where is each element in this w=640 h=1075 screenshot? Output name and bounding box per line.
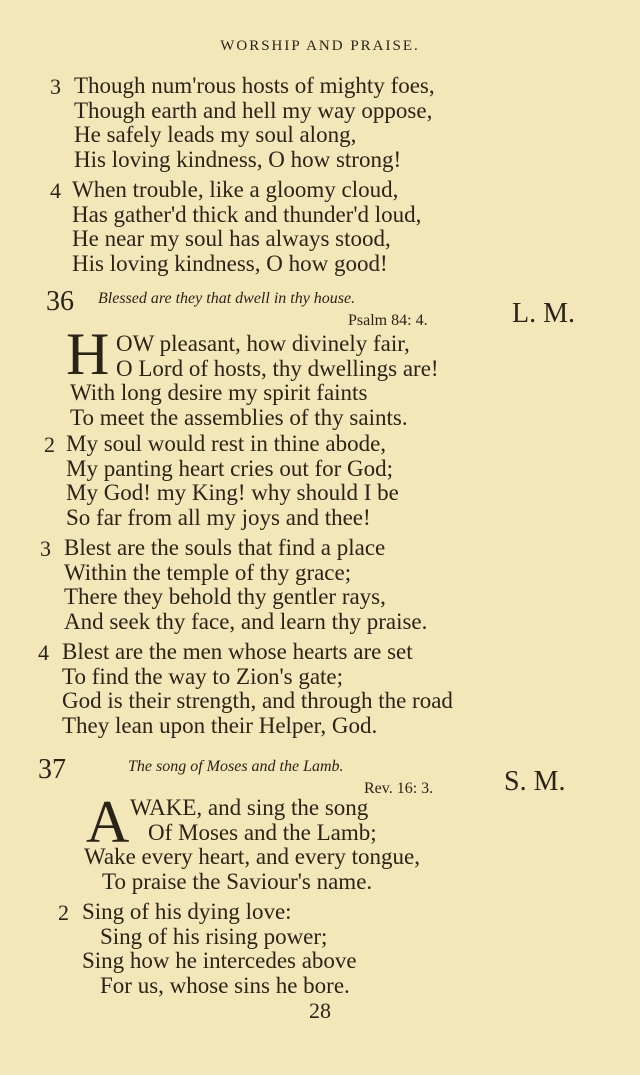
page-number: 28 [309, 998, 331, 1023]
stanza [130, 796, 377, 845]
verse-line: So far from all my joys and thee! [66, 504, 371, 530]
stanza-number: 4 [50, 178, 61, 203]
stanza-number: 2 [58, 900, 69, 925]
stanza [84, 845, 420, 894]
stanza-number: 4 [38, 640, 49, 665]
stanza [62, 640, 453, 738]
verse-line: He safely leads my soul along, [74, 122, 357, 147]
stanza [72, 178, 421, 276]
verse-line: To praise the Saviour's name. [102, 868, 373, 894]
verse-line: Sing of his dying love: [82, 899, 292, 924]
verse-line: His loving kindness, O how strong! [74, 146, 402, 172]
verse-line: Sing of his rising power; [100, 923, 328, 949]
hymn-title: Blessed are they that dwell in thy house. [98, 290, 356, 307]
verse-line: With long desire my spirit faints [70, 380, 368, 405]
verse-line: When trouble, like a gloomy cloud, [72, 177, 399, 202]
stanza-number: 2 [44, 432, 55, 457]
verse-line: He near my soul has always stood, [72, 226, 391, 251]
verse-line: OW pleasant, how divinely fair, [116, 331, 410, 356]
verse-line: There they behold thy gentler rays, [64, 584, 386, 609]
meter: S. M. [504, 766, 566, 797]
verse-line: Sing how he intercedes above [82, 948, 357, 973]
verse-line: WAKE, and sing the song [130, 795, 369, 820]
verse-line: Wake every heart, and every tongue, [84, 844, 420, 869]
stanza [66, 432, 399, 530]
scripture-reference: Psalm 84: 4. [348, 312, 428, 329]
verse-line: For us, whose sins he bore. [100, 972, 350, 998]
verse-line: His loving kindness, O how good! [72, 250, 388, 276]
hymn-number: 37 [38, 754, 66, 785]
stanza [64, 536, 427, 634]
verse-line: Has gather'd thick and thunder'd loud, [72, 201, 422, 227]
verse-line: Though earth and hell my way oppose, [74, 97, 433, 123]
verse-line: My soul would rest in thine abode, [66, 431, 387, 456]
meter: L. M. [512, 298, 575, 329]
verse-line: And seek thy face, and learn thy praise. [64, 608, 428, 634]
verse-line: My God! my King! why should I be [66, 480, 399, 505]
verse-line: Blest are the men whose hearts are set [62, 639, 413, 664]
verse-line: Blest are the souls that find a place [64, 535, 386, 560]
verse-line: To meet the assemblies of thy saints. [70, 404, 408, 430]
stanza-number: 3 [50, 74, 61, 99]
drop-cap: A [86, 789, 130, 855]
verse-line: Though num'rous hosts of mighty foes, [74, 73, 435, 98]
verse-line: O Lord of hosts, thy dwellings are! [116, 355, 439, 381]
hymn-title: The song of Moses and the Lamb. [128, 758, 344, 775]
verse-line: To find the way to Zion's gate; [62, 663, 344, 689]
verse-line: They lean upon their Helper, God. [62, 712, 378, 738]
stanza-number: 3 [40, 536, 51, 561]
verse-line: Of Moses and the Lamb; [148, 819, 377, 845]
running-header: WORSHIP AND PRAISE. [220, 38, 420, 54]
verse-line: Within the temple of thy grace; [64, 559, 352, 585]
hymn-number: 36 [46, 286, 74, 317]
stanza [70, 381, 408, 430]
stanza [74, 74, 435, 172]
verse-line: My panting heart cries out for God; [66, 455, 394, 481]
stanza [82, 900, 357, 998]
scripture-reference: Rev. 16: 3. [364, 780, 434, 797]
verse-line: God is their strength, and through the road [62, 688, 453, 713]
stanza [116, 332, 439, 381]
drop-cap: H [66, 321, 110, 387]
